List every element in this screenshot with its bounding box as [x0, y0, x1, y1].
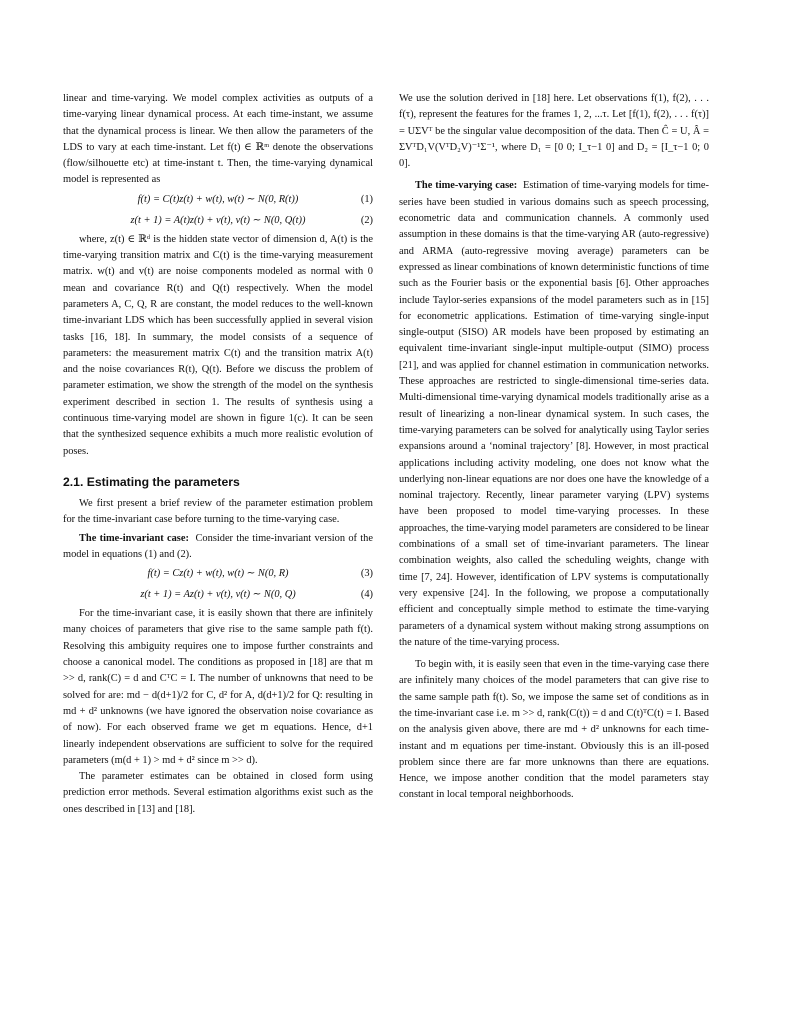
equation-3: [63, 564, 373, 584]
run-in-heading-time-invariant: The time-invariant case:: [79, 532, 189, 544]
equation-4: [63, 585, 373, 605]
run-in-heading-time-varying: The time-varying case:: [415, 180, 518, 192]
equation-4-number: (4): [360, 589, 373, 601]
equation-1: [63, 190, 373, 210]
right-column: [399, 91, 709, 804]
paragraph-svd-solution: We use the solution derived in [18] here. Let observations f(1), f(2), . . . f(τ), represent the features for the frames 1, 2, ...τ. Let [f(1), f(2), . . . f(τ)] = UΣVᵀ be the singular value decomposition of the data. Then Ĉ = U, Â = ΣVᵀD₁V(VᵀD₂V)⁻¹Σ⁻¹, where D₁ = [0 0; I_τ−1 0] and D₂ = [I_τ−1 0; 0 0].: [399, 93, 709, 170]
equation-3-body: f(t) = Cz(t) + w(t), w(t) ∼ N(0, R): [147, 568, 289, 580]
paragraph-ambiguity: For the time-invariant case, it is easily shown that there are infinitely many choices of parameters that give rise to the same sample path f(t). Resolving this ambiguity requires one to impose further constraints and choose a canonical model. The conditions as proposed in [18] are that m >> d, rank(C) = d and CᵀC = I. The number of unknowns that need to be solved for are: md − d(d+1)/2 for C, d² for A, d(d+1)/2 for Q: resulting in md + d² unknowns (we have ignored the observation noise covariance as of now). For each observed frame we get m equations. Hence, d+1 linearly independent observations are sufficient to solve for the required parameters (m(d + 1) > md + d² since m >> d).: [63, 608, 373, 766]
section-heading: 2.1. Estimating the parameters: [63, 474, 240, 489]
paragraph-time-invariant-text: Consider the time-invariant version of the model in equations (1) and (2).: [63, 532, 373, 560]
paragraph-intro: linear and time-varying. We model complex activities as outputs of a time-varying linear dynamical process. At each time-instant, we assume that the dynamical process is linear. We then allow the parameters of the LDS to vary at each time-instant. Let f(t) ∈ ℝᵐ denote the observations (flow/silhouette etc) at time-instant t. Then, the time-varying dynamical model is represented as: [63, 93, 373, 186]
paragraph-time-invariant: [63, 531, 373, 564]
paragraph-model-description: where, z(t) ∈ ℝᵈ is the hidden state vector of dimension d, A(t) is the time-varying transition matrix and C(t) is the time-varying measurement matrix. w(t) and v(t) are noise components modeled as normal with 0 mean and covariance R(t) and Q(t) respectively. When the model parameters A, C, Q, R are constant, the model reduces to the well-known time-invariant LDS which has been successfully applied in several vision tasks [16, 18]. In summary, the model consists of a sequence of parameters: the measurement matrix C(t) and the transition matrix A(t) and the noise covariances R(t), Q(t). Before we discuss the problem of parameter estimation, we show the strength of the model on the synthesis experiment described in section 1. The results of synthesis using a continuous time-varying model are shown in figure 1(c). It can be seen that the synthesized sequence exhibits a much more realistic evolution of poses.: [63, 233, 373, 457]
equation-1-body: f(t) = C(t)z(t) + w(t), w(t) ∼ N(0, R(t)): [137, 193, 299, 205]
paragraph-time-varying: [399, 178, 709, 651]
equation-4-body: z(t + 1) = Az(t) + v(t), v(t) ∼ N(0, Q): [140, 589, 296, 601]
equation-2-number: (2): [360, 214, 373, 226]
paragraph-constraints: To begin with, it is easily seen that even in the time-varying case there are infinitely many choices of the model parameters that can give rise to the same sample path f(t). So, we impose the same set of conditions as in the time-invariant case i.e. m >> d, rank(C(t)) = d and C(t)ᵀC(t) = I. Based on the analysis given above, there are md + d² unknowns for each time-instant and m equations per time-instant. Obviously this is an ill-posed problem since there are far more unknowns than there are equations. Hence, we impose another condition that the model parameters stay constant in local temporal neighborhoods.: [399, 659, 709, 801]
paragraph-closed-form: The parameter estimates can be obtained in closed form using prediction error methods. Several estimation algorithms exist such as the ones described in [13] and [18].: [63, 771, 373, 815]
equation-3-number: (3): [360, 568, 373, 580]
equation-2-body: z(t + 1) = A(t)z(t) + v(t), v(t) ∼ N(0, Q(t)): [130, 214, 306, 226]
paragraph-time-varying-text: Estimation of time-varying models for time-series have been studied in various domains such as speech processing, econometric data and communication channels. A commonly used assumption in these domains is that the time-varying AR (auto-regressive) and ARMA (auto-regressive moving average) parameters can be expressed as linear combinations of known deterministic functions of time such as the Fourier basis or the exponential basis [6]. Other approaches include Taylor-series expansions of the model parameters such as in [15] for econometric applications. Estimation of time-varying single-input single-output (SISO) AR models have been proposed by estimating an equivalent time-invariant single-input multiple-output (SIMO) process [21], and was applied for channel estimation in communication networks. These approaches are restricted to single-dimensional time-series data. Multi-dimensional time-varying dynamical models traditionally arise as a result of linearizing a non-linear dynamical system. In such cases, the time-varying parameters can be solved for analytically using Taylor series expansions around a ‘nominal trajectory’ [8]. However, in most practical applications including activity modeling, one does not know what the underlying non-linear equations are nor does one have the knowledge of a nominal trajectory. Recently, linear parameter varying (LPV) systems have been proposed to model time-varying processes. In these approaches, the time-varying model parameters are considered to be linear combinations of a small set of time-invariant parameters. The linear combination weights, also called the scheduling weights, change with time [7, 24]. However, identification of LPV systems is computationally very expensive [24]. In the following, we propose a computationally efficient and conceptually simple method to estimate the time-varying parameters of a dynamical system without making strong assumptions on the nature of the time-varying process.: [399, 180, 709, 648]
left-column: [63, 91, 373, 818]
equation-2: [63, 211, 373, 231]
equation-1-number: (1): [360, 193, 373, 205]
paragraph-review: We first present a brief review of the parameter estimation problem for the time-invariant case before turning to the time-varying case.: [63, 497, 373, 526]
